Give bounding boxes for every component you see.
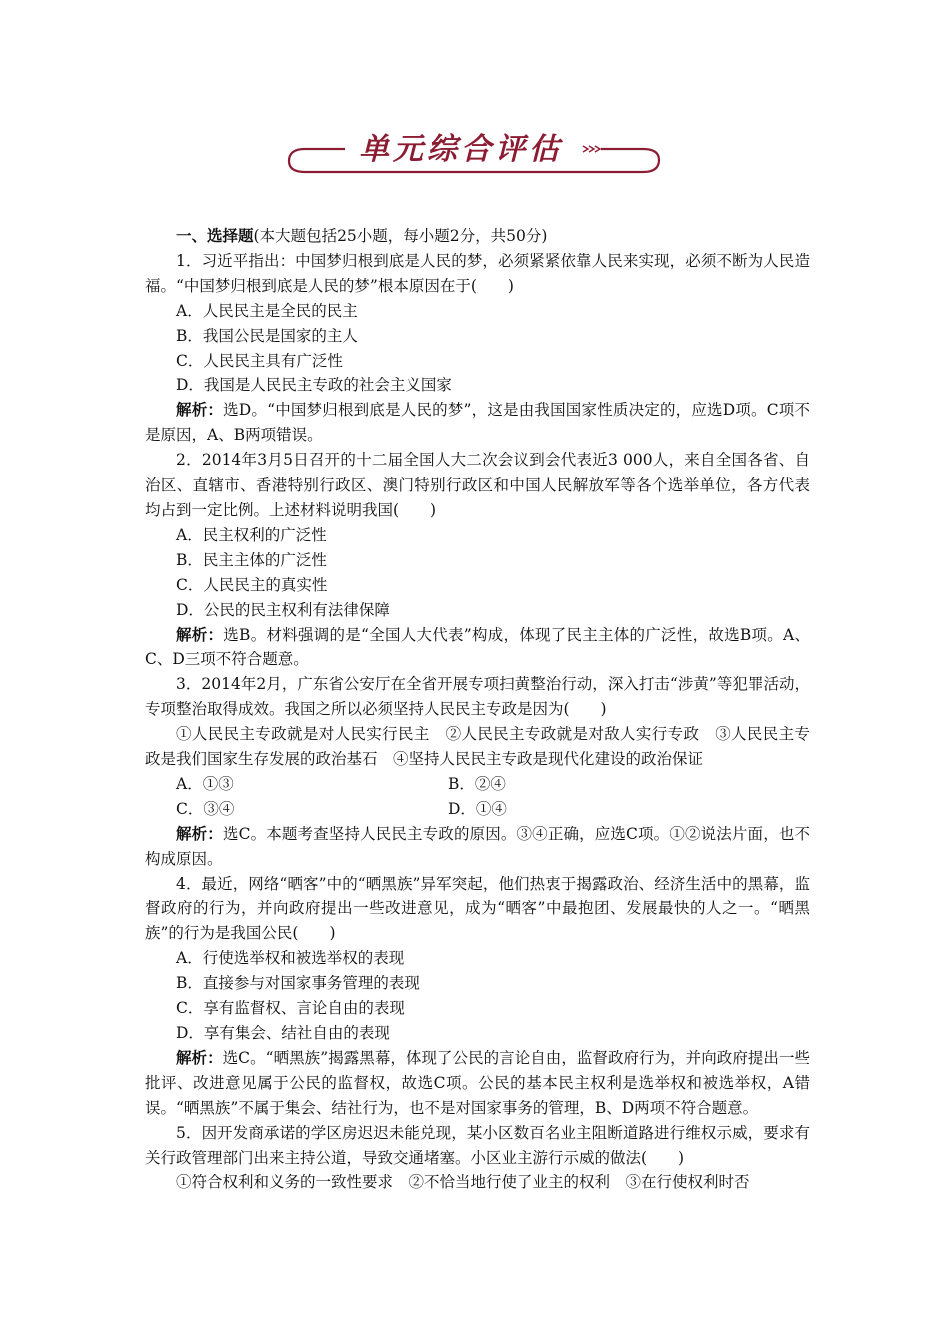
question-3-analysis (145, 822, 810, 872)
question-2-option-d: D．公民的民主权利有法律保障 (176, 600, 390, 619)
question-3-items: ①人民民主专政就是对人民实行民主 ②人民民主专政就是对敌人实行专政 ③人民民主专政是我们国家生存发展的政治基石 ④坚持人民民主专政是现代化建设的政治保证 (145, 725, 810, 769)
question-1-analysis (145, 398, 810, 448)
question-5-stem: 5．因开发商承诺的学区房迟迟未能兑现，某小区数百名业主阻断道路进行维权示威，要求有关行政管理部门出来主持公道，导致交通堵塞。小区业主游行示威的做法( ) (145, 1123, 810, 1167)
question-4-option-b: B．直接参与对国家事务管理的表现 (176, 974, 420, 993)
question-5-items: ①符合权利和义务的一致性要求 ②不恰当地行使了业主的权利 ③在行使权利时否 (176, 1173, 750, 1192)
analysis-text: 选D。“中国梦归根到底是人民的梦”，这是由我国国家性质决定的，应选D项。C项不是原因，A、B两项错误。 (145, 401, 810, 445)
question-3-options-row-1 (145, 772, 810, 797)
question-1-option-b: B．我国公民是国家的主人 (176, 326, 358, 345)
analysis-text: 选C。本题考查坚持人民民主专政的原因。③④正确，应选C项。①②说法片面，也不构成原因。 (145, 824, 810, 868)
question-2-option-a: A．民主权利的广泛性 (176, 525, 327, 544)
analysis-label: 解析： (176, 400, 224, 420)
question-3-options-row-2 (145, 797, 810, 822)
analysis-text: 选B。材料强调的是“全国人大代表”构成，体现了民主主体的广泛性，故选B项。A、C、D三项不符合题意。 (145, 625, 810, 669)
section-heading (145, 224, 810, 249)
question-3-option-c: C．③④ (176, 799, 235, 818)
section-heading-label: 一、选择题 (176, 226, 254, 245)
question-4-analysis (145, 1046, 810, 1121)
banner-title: 单元综合评估 (359, 132, 563, 167)
question-3-option-d: D．①④ (448, 799, 507, 818)
question-2-option-c: C．人民民主的真实性 (176, 575, 328, 594)
question-1-option-c: C．人民民主具有广泛性 (176, 351, 343, 370)
question-2-analysis (145, 623, 810, 673)
question-3-stem: 3．2014年2月，广东省公安厅在全省开展专项扫黄整治行动，深入打击“涉黄”等犯罪活动，专项整治取得成效。我国之所以必须坚持人民民主专政是因为( ) (145, 675, 810, 719)
title-banner (283, 122, 663, 178)
analysis-label: 解析： (176, 1047, 223, 1067)
analysis-label: 解析： (176, 823, 223, 843)
question-1-option-d: D．我国是人民民主专政的社会主义国家 (176, 376, 452, 395)
question-2-option-b: B．民主主体的广泛性 (176, 550, 327, 569)
analysis-label: 解析： (176, 624, 224, 644)
question-1-stem: 1．习近平指出：中国梦归根到底是人民的梦，必须紧紧依靠人民来实现，必须不断为人民造福。“中国梦归根到底是人民的梦”根本原因在于( ) (145, 251, 810, 295)
section-note: (本大题包括25小题，每小题2分，共50分) (253, 227, 548, 245)
question-2-stem: 2．2014年3月5日召开的十二届全国人大二次会议到会代表近3 000人，来自全国各省、自治区、直辖市、香港特别行政区、澳门特别行政区和中国人民解放军等各个选举单位，各方代表均占到一定比例。上述材料说明我国( ) (145, 451, 810, 519)
document-body (145, 224, 810, 1195)
analysis-text: 选C。“晒黑族”揭露黑幕，体现了公民的言论自由，监督政府行为，并向政府提出一些批评、改进意见属于公民的监督权，故选C项。公民的基本民主权利是选举权和被选举权，A错误。“晒黑族”不属于集会、结社行为，也不是对国家事务的管理，B、D两项不符合题意。 (145, 1048, 810, 1117)
question-4-option-c: C．享有监督权、言论自由的表现 (176, 999, 405, 1018)
question-3-option-b: B．②④ (448, 774, 506, 793)
question-3-option-a: A．①③ (176, 774, 234, 793)
question-4-option-a: A．行使选举权和被选举权的表现 (176, 949, 405, 968)
question-4-option-d: D．享有集会、结社自由的表现 (176, 1024, 390, 1042)
question-1-option-a: A．人民民主是全民的民主 (176, 301, 358, 320)
question-4-stem: 4．最近，网络“晒客”中的“晒黑族”异军突起，他们热衷于揭露政治、经济生活中的黑幕，监督政府的行为，并向政府提出一些改进意见，成为“晒客”中最抱团、发展最快的人之一。“晒黑族”的行为是我国公民( ) (145, 874, 810, 943)
